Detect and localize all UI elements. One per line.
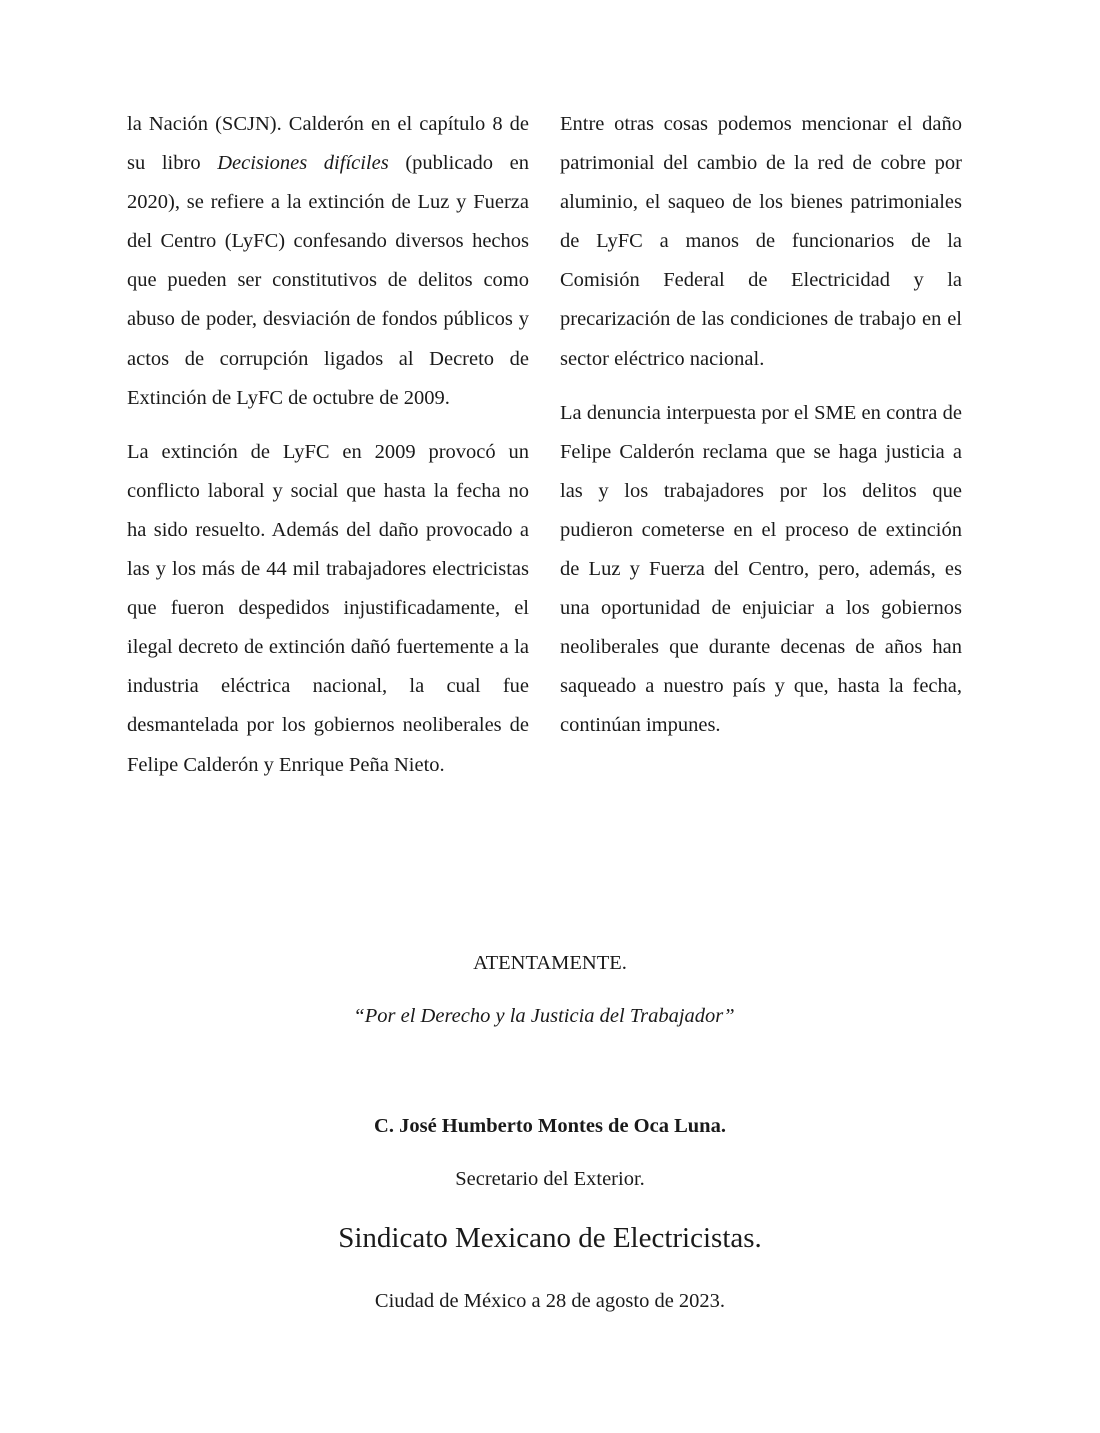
right-paragraph-2: La denuncia interpuesta por el SME en contra de Felipe Calderón reclama que se haga justicia a las y los trabajadores por los delitos que pudieron cometerse en el proceso de extinción de Luz y Fuerza del Centro, pero, además, es una oportunidad de enjuiciar a los gobiernos neoliberales que durante decenas de años han saqueado a nuestro país y que, hasta la fecha, continúan impunes. [560,401,962,737]
signer-position: Secretario del Exterior. [455,1168,645,1190]
left-paragraph-1 [127,105,529,418]
left-column [127,105,529,800]
closing-salutation: ATENTAMENTE. [473,952,627,974]
right-column [560,105,962,761]
right-paragraph-1: Entre otras cosas podemos mencionar el daño patrimonial del cambio de la red de cobre por aluminio, el saqueo de los bienes patrimoniales de LyFC a manos de funcionarios de la Comisión Federal de Electricidad y la precarización de las condiciones de trabajo en el sector eléctrico nacional. [560,113,962,370]
signer-name: C. José Humberto Montes de Oca Luna. [374,1115,726,1137]
organization-name: Sindicato Mexicano de Electricistas. [338,1222,762,1254]
closing-motto: “Por el Derecho y la Justicia del Trabajador” [353,1005,735,1027]
left-paragraph-1-text-b: (publicado en 2020), se refiere a la extinción de Luz y Fuerza del Centro (LyFC) confesando diversos hechos que pueden ser constitutivos de delitos como abuso de poder, desviación de fondos públicos y actos de corrupción ligados al Decreto de Extinción de LyFC de octubre de 2009. [127,152,530,409]
book-title: Decisiones difíciles [217,152,389,175]
place-and-date: Ciudad de México a 28 de agosto de 2023. [374,1290,726,1312]
left-paragraph-1-text-a: la Nación (SCJN). Calderón en el capítulo 8 de su libro [127,113,529,175]
left-paragraph-2: La extinción de LyFC en 2009 provocó un conflicto laboral y social que hasta la fecha no ha sido resuelto. Además del daño provocado a las y los más de 44 mil trabajadores electricistas que fueron despedidos injustificadamente, el ilegal decreto de extinción dañó fuertemente a la industria eléctrica nacional, la cual fue desmantelada por los gobiernos neoliberales de Felipe Calderón y Enrique Peña Nieto. [127,440,529,776]
